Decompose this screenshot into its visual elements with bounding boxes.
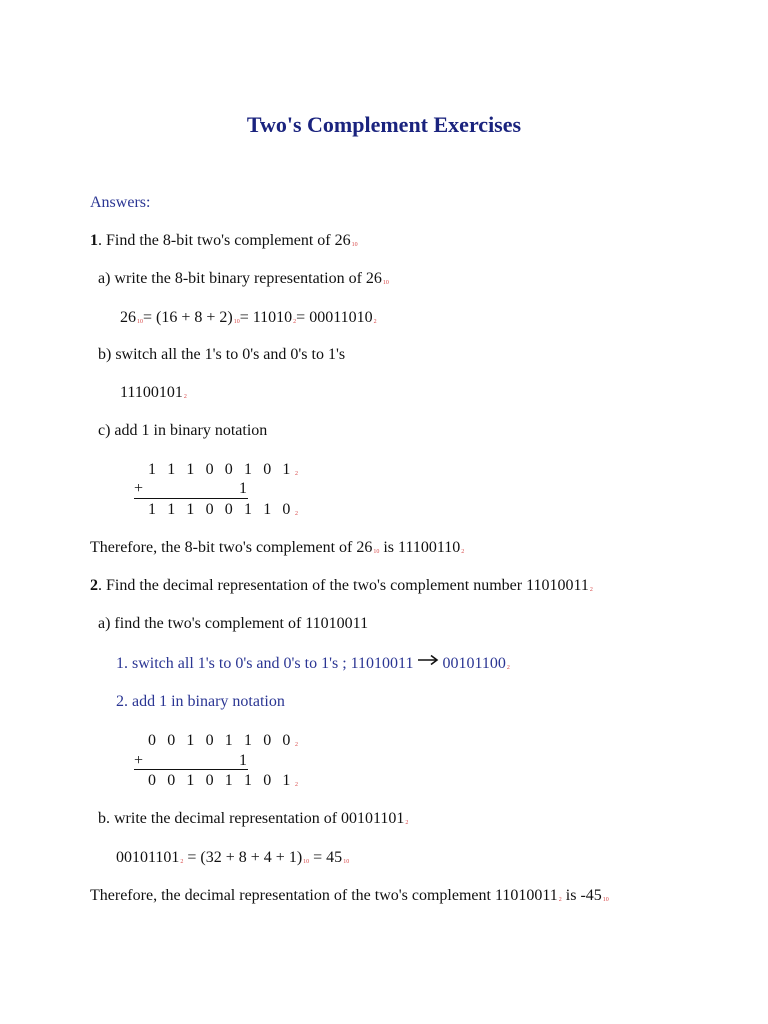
q1-step-a-text: a) write the 8-bit binary representation of 26 — [98, 270, 382, 287]
q1-add-one: 1 — [239, 480, 247, 497]
q1-eq-p1: 26 — [120, 309, 136, 326]
q1-flipped-sub: 2 — [183, 394, 187, 400]
q2-add-plus: + — [134, 752, 144, 769]
q1-add-plus: + — [134, 480, 144, 497]
q1-conclusion-a-sub: 10 — [373, 549, 380, 555]
q1-add-top-digits: 1 1 1 0 0 1 0 1 — [148, 461, 294, 478]
q1-number: 1 — [90, 232, 98, 249]
q1-question — [90, 231, 358, 255]
q1-add-result-digits: 1 1 1 0 0 1 1 0 — [148, 501, 294, 518]
q2-eq-p2-sub: 10 — [303, 859, 310, 865]
q1-add-top-sub: 2 — [295, 471, 298, 477]
q1-equation — [120, 308, 377, 332]
q2-question-sub: 2 — [589, 587, 593, 593]
q1-conclusion-b-sub: 2 — [461, 549, 465, 555]
q1-eq-p3-sub: 2 — [293, 319, 297, 325]
q2-add-result — [148, 771, 298, 795]
answers-label: Answers: — [90, 194, 151, 211]
q1-conclusion-b: is 11100110 — [379, 539, 461, 556]
page-title: Two's Complement Exercises — [246, 112, 522, 137]
q2-conclusion-a-sub: 2 — [558, 897, 562, 903]
q2-add-result-digits: 0 0 1 0 1 1 0 1 — [148, 772, 294, 789]
q1-eq-p1-sub: 10 — [137, 319, 143, 325]
q2-add-top-sub: 2 — [295, 742, 298, 748]
q2-step-b — [98, 809, 408, 833]
q2-step-b-sub: 2 — [405, 820, 409, 826]
q2-sub1-result: 00101100 — [442, 655, 506, 672]
q1-eq-p4: = 00011010 — [296, 309, 373, 326]
q2-conclusion-b: is -45 — [561, 887, 602, 904]
q1-eq-p2-sub: 10 — [233, 319, 240, 325]
q2-eq-p3: = 45 — [309, 849, 343, 866]
q2-add-top — [148, 731, 298, 755]
q1-add-result — [148, 500, 298, 524]
q2-add-one: 1 — [239, 752, 247, 769]
q1-eq-p2: = (16 + 8 + 2) — [143, 309, 233, 326]
q1-conclusion — [90, 538, 464, 562]
q1-step-b: b) switch all the 1's to 0's and 0's to 1's — [98, 346, 346, 363]
right-arrow-icon — [417, 654, 439, 674]
q2-eq-p2: = (32 + 8 + 4 + 1) — [183, 849, 303, 866]
q1-flipped — [120, 383, 187, 407]
q2-eq-p3-sub: 10 — [343, 859, 350, 865]
q1-step-c: c) add 1 in binary notation — [98, 422, 268, 439]
q1-add-top — [148, 460, 298, 484]
q2-add-top-digits: 0 0 1 0 1 1 0 0 — [148, 732, 294, 749]
q1-question-sub: 10 — [351, 242, 358, 248]
q2-question-text: . Find the decimal representation of the two's complement number 11010011 — [98, 577, 589, 594]
q1-flipped-value: 11100101 — [120, 384, 183, 401]
q2-sub1-text: 1. switch all 1's to 0's and 0's to 1's ; 11010011 — [116, 655, 414, 672]
q1-question-text: . Find the 8-bit two's complement of 26 — [98, 232, 351, 249]
q2-number: 2 — [90, 577, 98, 594]
q1-add-result-sub: 2 — [295, 511, 298, 517]
q1-eq-p4-sub: 2 — [373, 319, 377, 325]
q2-add-rule — [134, 769, 248, 770]
q2-equation — [116, 848, 349, 872]
q2-eq-p1: 00101101 — [116, 849, 180, 866]
q2-step-b-text: b. write the decimal representation of 00101101 — [98, 810, 405, 827]
q2-conclusion — [90, 886, 609, 910]
q2-eq-p1-sub: 2 — [180, 859, 184, 865]
q2-add-result-sub: 2 — [295, 782, 298, 788]
q2-sub-step-1 — [116, 654, 510, 678]
q1-add-rule — [134, 498, 248, 499]
q2-sub-step-2: 2. add 1 in binary notation — [116, 693, 285, 710]
q2-sub1-result-sub: 2 — [506, 665, 510, 671]
q1-eq-p3: = 11010 — [239, 309, 293, 326]
q2-question — [90, 576, 593, 600]
q1-step-a — [98, 269, 389, 293]
q2-conclusion-a: Therefore, the decimal representation of the two's complement 11010011 — [90, 887, 558, 904]
q1-step-a-sub: 10 — [382, 280, 389, 286]
q2-conclusion-b-sub: 10 — [602, 897, 609, 903]
q2-step-a: a) find the two's complement of 11010011 — [98, 615, 369, 632]
q1-conclusion-a: Therefore, the 8-bit two's complement of 26 — [90, 539, 373, 556]
